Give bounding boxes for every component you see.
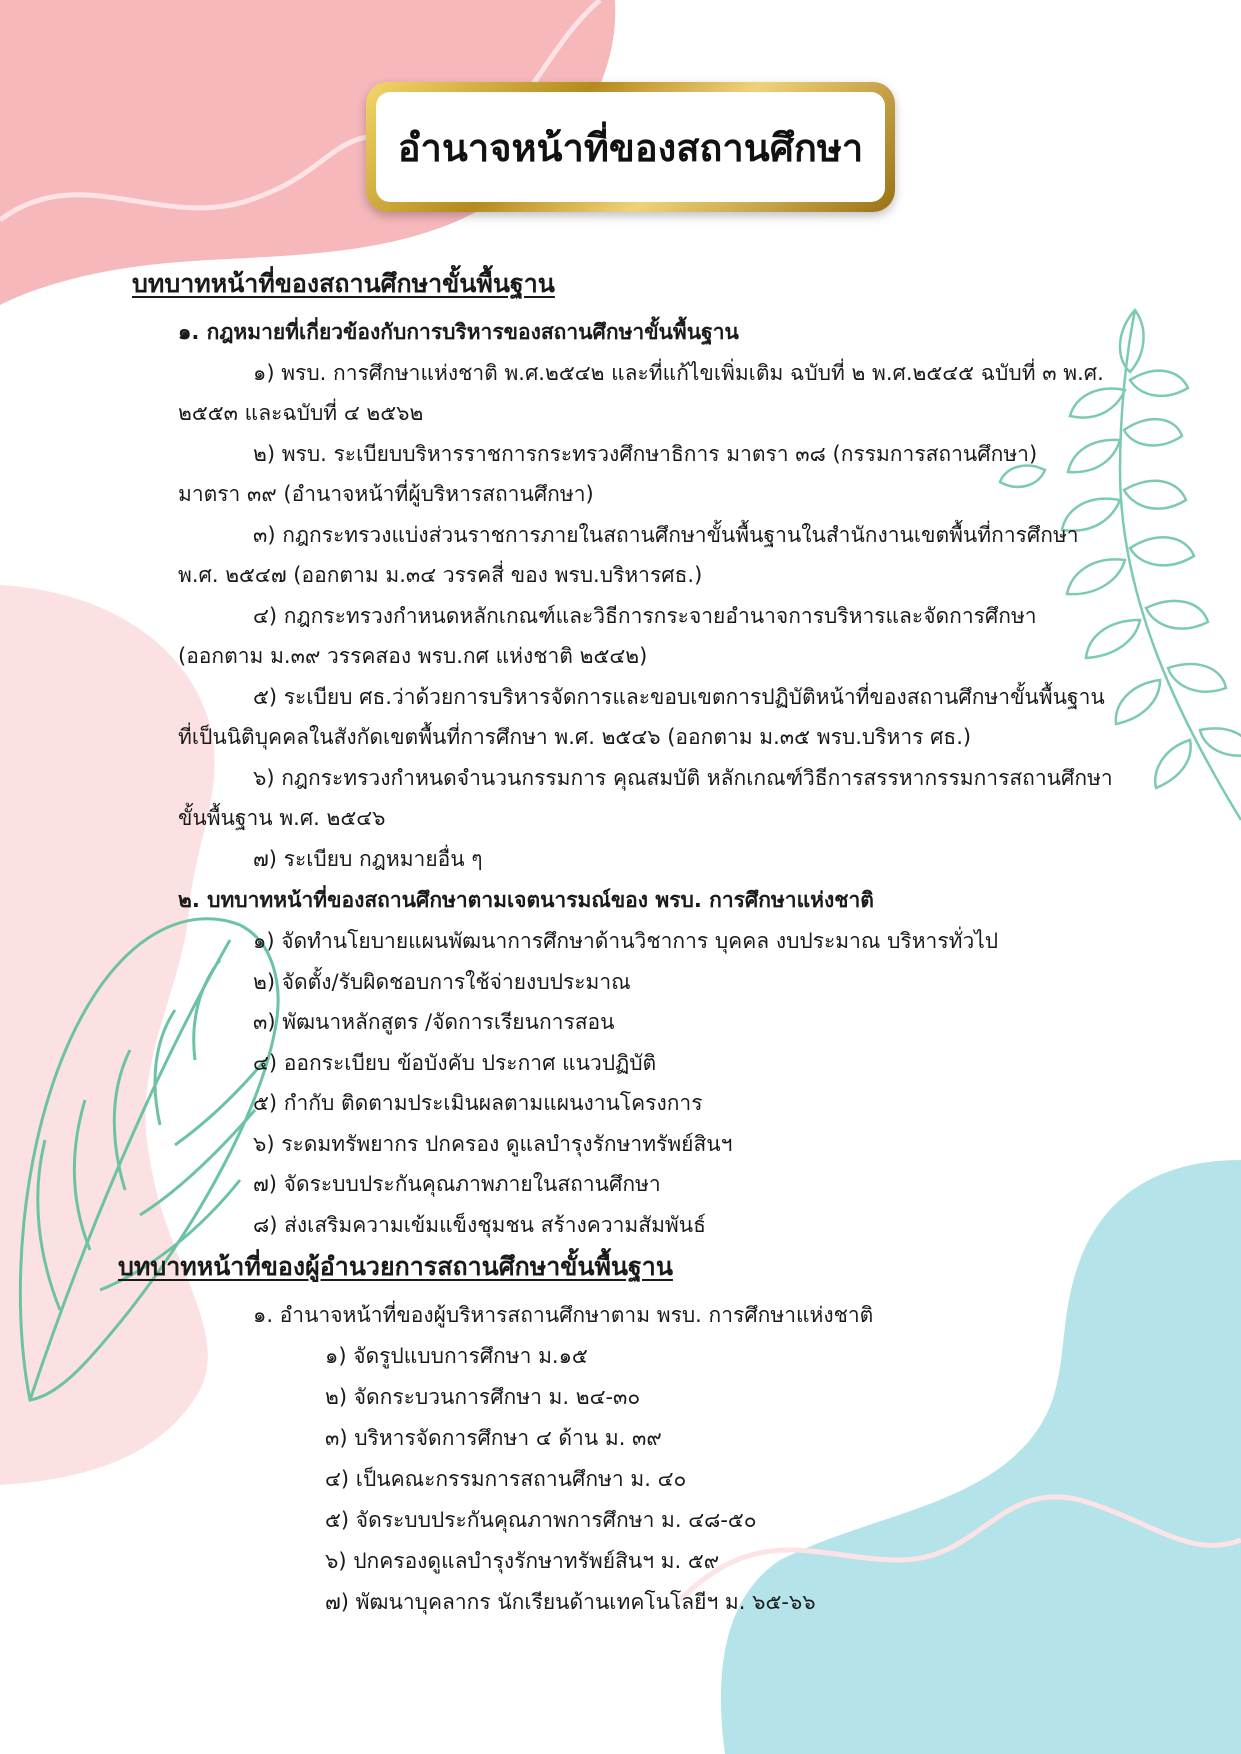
- law-item-line: ๓) กฎกระทรวงแบ่งส่วนราชการภายในสถานศึกษาขั้นพื้นฐานในสำนักงานเขตพื้นที่การศึกษา: [253, 523, 1079, 547]
- director-item: ๖) ปกครองดูแลบำรุงรักษาทรัพย์สินฯ ม. ๕๙: [325, 1549, 720, 1573]
- director-item: ๕) จัดระบบประกันคุณภาพการศึกษา ม. ๔๘-๕๐: [325, 1508, 757, 1532]
- director-item: ๓) บริหารจัดการศึกษา ๔ ด้าน ม. ๓๙: [325, 1426, 662, 1450]
- subsection-heading-roles: ๒. บทบาทหน้าที่ของสถานศึกษาตามเจตนารมณ์ของ พรบ. การศึกษาแห่งชาติ: [178, 888, 874, 912]
- law-item-line: ๕) ระเบียบ ศธ.ว่าด้วยการบริหารจัดการและขอบเขตการปฏิบัติหน้าที่ของสถานศึกษาขั้นพื้นฐาน: [253, 685, 1105, 709]
- role-item: ๖) ระดมทรัพยากร ปกครอง ดูแลบำรุงรักษาทรัพย์สินฯ: [253, 1132, 733, 1156]
- role-item: ๓) พัฒนาหลักสูตร /จัดการเรียนการสอน: [253, 1010, 615, 1034]
- subsection-heading-director-authority: ๑. อำนาจหน้าที่ของผู้บริหารสถานศึกษาตาม พรบ. การศึกษาแห่งชาติ: [253, 1303, 874, 1327]
- role-item: ๗) จัดระบบประกันคุณภาพภายในสถานศึกษา: [253, 1172, 661, 1196]
- role-item: ๘) ส่งเสริมความเข้มแข็งชุมชน สร้างความสัมพันธ์: [253, 1213, 706, 1237]
- director-item: ๒) จัดกระบวนการศึกษา ม. ๒๔-๓๐: [325, 1385, 641, 1409]
- law-item-line: ๒) พรบ. ระเบียบบริหารราชการกระทรวงศึกษาธิการ มาตรา ๓๘ (กรรมการสถานศึกษา): [253, 442, 1038, 466]
- law-item-line: ที่เป็นนิติบุคคลในสังกัดเขตพื้นที่การศึกษา พ.ศ. ๒๕๔๖ (ออกตาม ม.๓๕ พรบ.บริหาร ศธ.): [178, 725, 972, 749]
- role-item: ๑) จัดทำนโยบายแผนพัฒนาการศึกษาด้านวิชาการ บุคคล งบประมาณ บริหารทั่วไป: [253, 929, 999, 953]
- law-item-line: ๗) ระเบียบ กฎหมายอื่น ๆ: [253, 847, 483, 871]
- law-item-line: ขั้นพื้นฐาน พ.ศ. ๒๕๔๖: [178, 806, 386, 830]
- section-heading-director-roles: บทบาทหน้าที่ของผู้อำนวยการสถานศึกษาขั้นพื้นฐาน: [118, 1252, 673, 1281]
- law-item-line: พ.ศ. ๒๕๔๗ (ออกตาม ม.๓๔ วรรคสี่ ของ พรบ.บริหารศธ.): [178, 563, 703, 587]
- law-item-line: ๒๕๕๓ และฉบับที่ ๔ ๒๕๖๒: [178, 401, 424, 425]
- page-title: อำนาจหน้าที่ของสถานศึกษา: [376, 92, 885, 202]
- law-item-line: (ออกตาม ม.๓๙ วรรคสอง พรบ.กศ แห่งชาติ ๒๕๔๒): [178, 644, 648, 668]
- role-item: ๕) กำกับ ติดตามประเมินผลตามแผนงานโครงการ: [253, 1091, 703, 1115]
- director-item: ๔) เป็นคณะกรรมการสถานศึกษา ม. ๔๐: [325, 1467, 687, 1491]
- law-item-line: มาตรา ๓๙ (อำนาจหน้าที่ผู้บริหารสถานศึกษา): [178, 482, 594, 506]
- subsection-heading-laws: ๑. กฎหมายที่เกี่ยวข้องกับการบริหารของสถานศึกษาขั้นพื้นฐาน: [178, 320, 739, 344]
- law-item-line: ๔) กฎกระทรวงกำหนดหลักเกณฑ์และวิธีการกระจายอำนาจการบริหารและจัดการศึกษา: [253, 604, 1037, 628]
- section-heading-school-roles: บทบาทหน้าที่ของสถานศึกษาขั้นพื้นฐาน: [132, 269, 555, 298]
- director-item: ๗) พัฒนาบุคลากร นักเรียนด้านเทคโนโลยีฯ ม. ๖๕-๖๖: [325, 1590, 816, 1614]
- law-item-line: ๖) กฎกระทรวงกำหนดจำนวนกรรมการ คุณสมบัติ หลักเกณฑ์วิธีการสรรหากรรมการสถานศึกษา: [253, 766, 1113, 790]
- role-item: ๔) ออกระเบียบ ข้อบังคับ ประกาศ แนวปฏิบัติ: [253, 1051, 657, 1075]
- law-item-line: ๑) พรบ. การศึกษาแห่งชาติ พ.ศ.๒๕๔๒ และที่แก้ไขเพิ่มเติม ฉบับที่ ๒ พ.ศ.๒๕๔๕ ฉบับที่ ๓ พ.ศ.: [253, 361, 1104, 385]
- role-item: ๒) จัดตั้ง/รับผิดชอบการใช้จ่ายงบประมาณ: [253, 970, 631, 994]
- director-item: ๑) จัดรูปแบบการศึกษา ม.๑๕: [325, 1344, 588, 1368]
